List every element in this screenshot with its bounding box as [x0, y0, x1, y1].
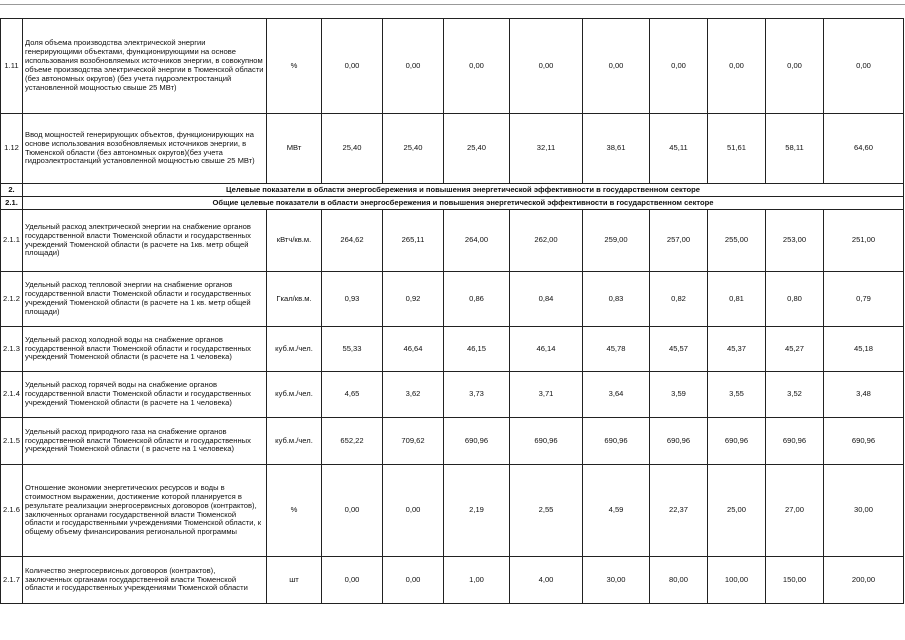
value-cell: 100,00	[708, 557, 766, 604]
table-row	[1, 372, 904, 418]
indicator-name: Количество энергосервисных договоров (контрактов), заключенных органами государственной власти Тюменской области и государственных учреждениями Тюменской области	[23, 557, 267, 604]
indicator-name: Удельный расход природного газа на снабжение органов государственной власти Тюменской области и государственных учреждений Тюменской области ( в расчете на 1 человека)	[23, 418, 267, 465]
value-cell: 0,84	[510, 272, 583, 327]
value-cell: 0,00	[383, 19, 444, 114]
value-cell: 0,83	[583, 272, 650, 327]
value-cell: 0,00	[824, 19, 904, 114]
table-row	[1, 557, 904, 604]
unit-of-measure: куб.м./чел.	[267, 372, 322, 418]
value-cell: 0,00	[383, 465, 444, 557]
table-row	[1, 465, 904, 557]
unit-of-measure: %	[267, 19, 322, 114]
value-cell: 0,82	[650, 272, 708, 327]
value-cell: 0,00	[708, 19, 766, 114]
value-cell: 3,59	[650, 372, 708, 418]
value-cell: 690,96	[510, 418, 583, 465]
table-row	[1, 272, 904, 327]
value-cell: 150,00	[766, 557, 824, 604]
value-cell: 4,00	[510, 557, 583, 604]
value-cell: 64,60	[824, 114, 904, 184]
value-cell: 0,80	[766, 272, 824, 327]
row-number: 2.1.1	[1, 210, 23, 272]
value-cell: 46,14	[510, 327, 583, 372]
value-cell: 3,52	[766, 372, 824, 418]
value-cell: 0,00	[322, 465, 383, 557]
row-number: 2.1.2	[1, 272, 23, 327]
row-number: 2.1.3	[1, 327, 23, 372]
value-cell: 200,00	[824, 557, 904, 604]
value-cell: 0,00	[322, 19, 383, 114]
value-cell: 0,00	[444, 19, 510, 114]
unit-of-measure: куб.м./чел.	[267, 418, 322, 465]
value-cell: 0,00	[650, 19, 708, 114]
value-cell: 690,96	[583, 418, 650, 465]
value-cell: 652,22	[322, 418, 383, 465]
value-cell: 690,96	[824, 418, 904, 465]
value-cell: 3,73	[444, 372, 510, 418]
value-cell: 0,92	[383, 272, 444, 327]
section-title: Общие целевые показатели в области энергосбережения и повышения энергетической эффективности в государственном секторе	[23, 197, 904, 210]
value-cell: 2,19	[444, 465, 510, 557]
value-cell: 58,11	[766, 114, 824, 184]
value-cell: 0,00	[383, 557, 444, 604]
unit-of-measure: МВт	[267, 114, 322, 184]
unit-of-measure: %	[267, 465, 322, 557]
value-cell: 0,00	[583, 19, 650, 114]
value-cell: 45,11	[650, 114, 708, 184]
row-number: 2.1.4	[1, 372, 23, 418]
indicator-name: Ввод мощностей генерирующих объектов, функционирующих на основе использования возобновляемых источников энергии, в Тюменской области (без автономных округов)(без учета гидроэлектростанций установленной мощностью свыше 25 МВт)	[23, 114, 267, 184]
value-cell: 38,61	[583, 114, 650, 184]
value-cell: 3,55	[708, 372, 766, 418]
value-cell: 253,00	[766, 210, 824, 272]
value-cell: 30,00	[824, 465, 904, 557]
value-cell: 690,96	[708, 418, 766, 465]
row-number: 2.1.6	[1, 465, 23, 557]
indicator-name: Удельный расход горячей воды на снабжение органов государственной власти Тюменской области и государственных учреждений Тюменской области (в расчете на 1 человека)	[23, 372, 267, 418]
value-cell: 690,96	[444, 418, 510, 465]
value-cell: 0,93	[322, 272, 383, 327]
value-cell: 264,00	[444, 210, 510, 272]
value-cell: 25,40	[383, 114, 444, 184]
value-cell: 25,00	[708, 465, 766, 557]
value-cell: 3,62	[383, 372, 444, 418]
row-number: 1.12	[1, 114, 23, 184]
value-cell: 264,62	[322, 210, 383, 272]
value-cell: 46,15	[444, 327, 510, 372]
value-cell: 259,00	[583, 210, 650, 272]
value-cell: 1,00	[444, 557, 510, 604]
value-cell: 4,65	[322, 372, 383, 418]
value-cell: 0,79	[824, 272, 904, 327]
value-cell: 3,48	[824, 372, 904, 418]
value-cell: 0,00	[322, 557, 383, 604]
section-number: 2.	[1, 184, 23, 197]
table-row	[1, 19, 904, 114]
unit-of-measure: куб.м./чел.	[267, 327, 322, 372]
section-title: Целевые показатели в области энергосбережения и повышения энергетической эффективности в государственном секторе	[23, 184, 904, 197]
table-row	[1, 327, 904, 372]
row-number: 2.1.5	[1, 418, 23, 465]
value-cell: 3,71	[510, 372, 583, 418]
indicator-name: Отношение экономии энергетических ресурсов и воды в стоимостном выражении, достижение которой планируется в результате реализации энергосервисных договоров (контрактов), заключенных органами государственной власти Тюменской области и государственными учреждениями Тюменской области, к общему объему финансирования региональной программы	[23, 465, 267, 557]
value-cell: 80,00	[650, 557, 708, 604]
value-cell: 257,00	[650, 210, 708, 272]
value-cell: 30,00	[583, 557, 650, 604]
indicator-name: Удельный расход холодной воды на снабжение органов государственной власти Тюменской области и государственных учреждений Тюменской области (в расчете на 1 человека)	[23, 327, 267, 372]
value-cell: 25,40	[444, 114, 510, 184]
unit-of-measure: кВтч/кв.м.	[267, 210, 322, 272]
value-cell: 690,96	[766, 418, 824, 465]
value-cell: 255,00	[708, 210, 766, 272]
table-row	[1, 114, 904, 184]
value-cell: 45,78	[583, 327, 650, 372]
indicator-name: Удельный расход электрической энергии на снабжение органов государственной власти Тюменской области и государственных учреждений Тюменской области (в расчете на 1кв. метр общей площади)	[23, 210, 267, 272]
unit-of-measure: шт	[267, 557, 322, 604]
row-number: 2.1.7	[1, 557, 23, 604]
value-cell: 25,40	[322, 114, 383, 184]
indicators-table	[0, 18, 904, 604]
unit-of-measure: Гкал/кв.м.	[267, 272, 322, 327]
value-cell: 2,55	[510, 465, 583, 557]
table-row	[1, 418, 904, 465]
value-cell: 262,00	[510, 210, 583, 272]
page-top-edge	[0, 0, 905, 5]
table-row	[1, 210, 904, 272]
value-cell: 0,81	[708, 272, 766, 327]
value-cell: 46,64	[383, 327, 444, 372]
value-cell: 45,57	[650, 327, 708, 372]
value-cell: 45,27	[766, 327, 824, 372]
value-cell: 22,37	[650, 465, 708, 557]
value-cell: 4,59	[583, 465, 650, 557]
value-cell: 32,11	[510, 114, 583, 184]
value-cell: 251,00	[824, 210, 904, 272]
value-cell: 265,11	[383, 210, 444, 272]
value-cell: 45,37	[708, 327, 766, 372]
value-cell: 27,00	[766, 465, 824, 557]
value-cell: 0,86	[444, 272, 510, 327]
value-cell: 0,00	[766, 19, 824, 114]
indicator-name: Доля объема производства электрической энергии генерирующими объектами, функционирующими на основе использования возобновляемых источников энергии, в совокупном объеме производства электрической энергии в Тюменской области (без автономных округов) (без учета гидроэлектростанций установленной мощностью свыше 25 МВт)	[23, 19, 267, 114]
value-cell: 45,18	[824, 327, 904, 372]
indicator-name: Удельный расход тепловой энергии на снабжение органов государственной власти Тюменской области и государственных учреждений Тюменской области (в расчете на 1 кв. метр общей площади)	[23, 272, 267, 327]
value-cell: 3,64	[583, 372, 650, 418]
section-row	[1, 197, 904, 210]
section-row	[1, 184, 904, 197]
value-cell: 0,00	[510, 19, 583, 114]
value-cell: 690,96	[650, 418, 708, 465]
value-cell: 55,33	[322, 327, 383, 372]
value-cell: 51,61	[708, 114, 766, 184]
section-number: 2.1.	[1, 197, 23, 210]
value-cell: 709,62	[383, 418, 444, 465]
row-number: 1.11	[1, 19, 23, 114]
